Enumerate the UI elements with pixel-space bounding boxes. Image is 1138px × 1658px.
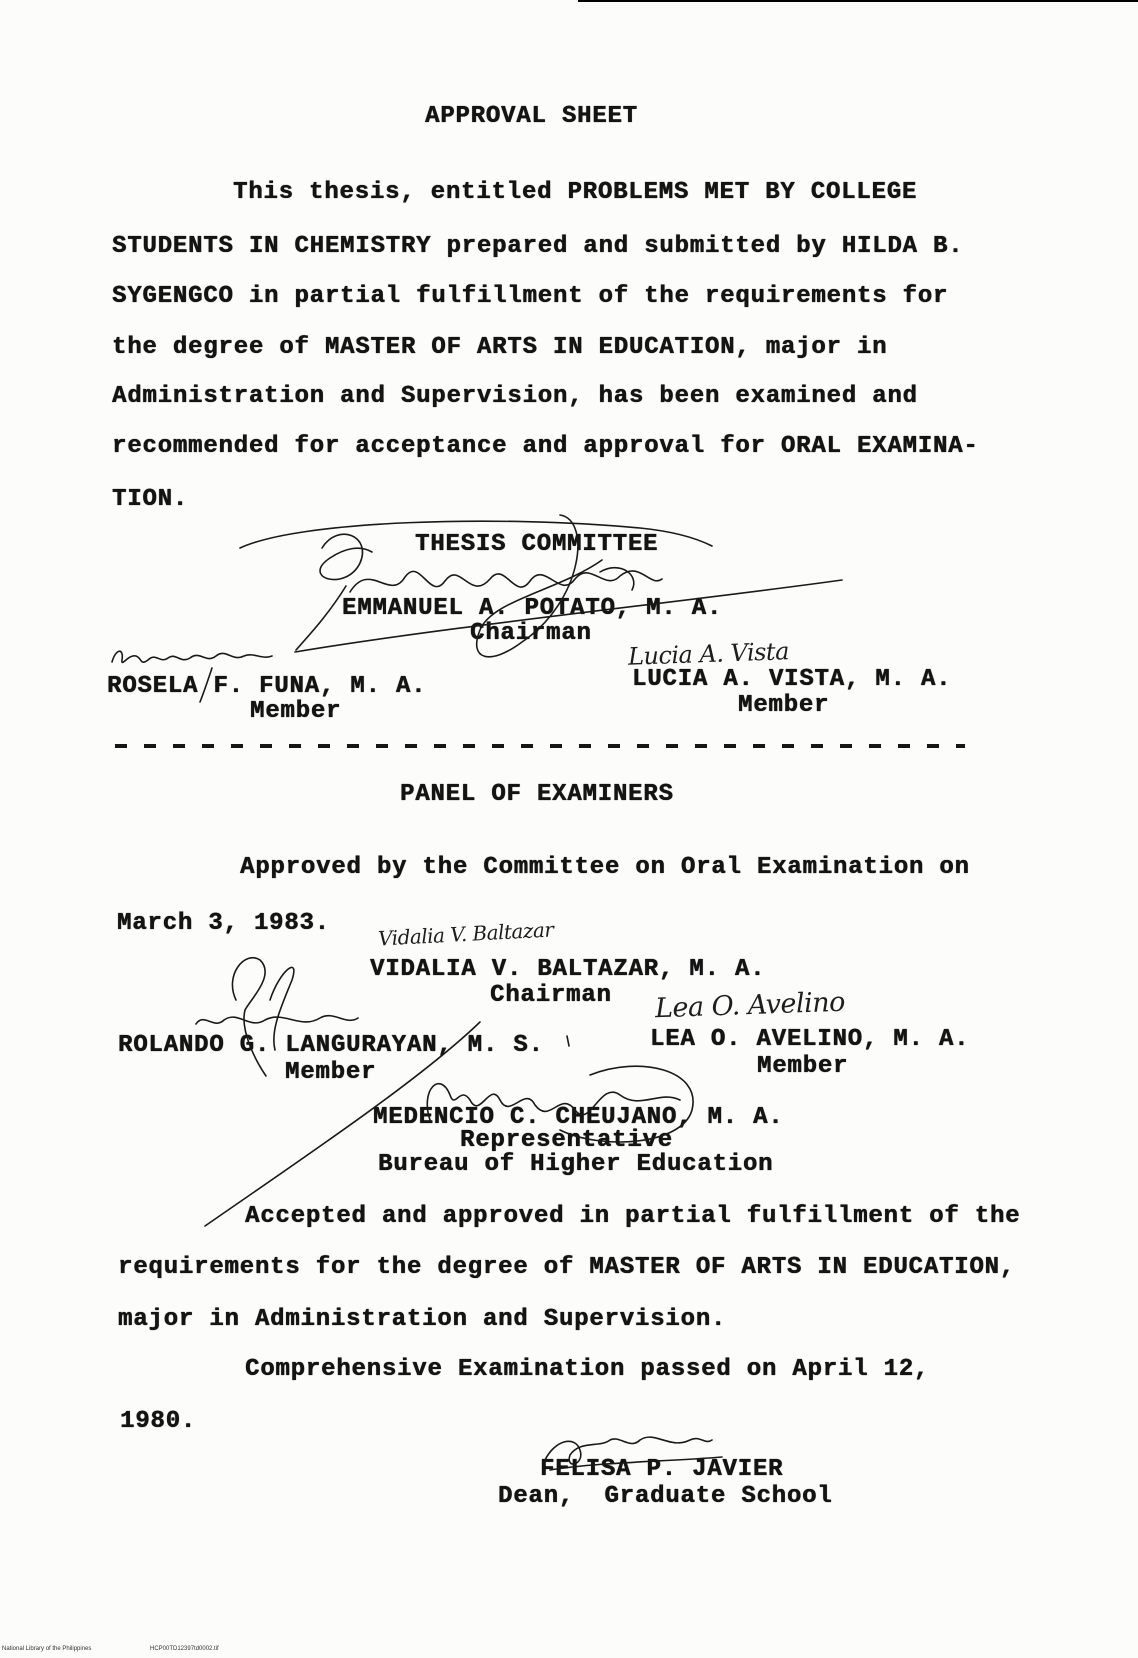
panel-chairman-role: Chairman	[490, 982, 612, 1009]
signature-stroke	[350, 571, 662, 592]
signature-lea-avelino: Lea O. Avelino	[654, 986, 846, 1025]
approval-paragraph-line: TION.	[112, 486, 189, 513]
panel-approval-text: Approved by the Committee on Oral Examination on	[240, 854, 970, 881]
panel-of-examiners-heading: PANEL OF EXAMINERS	[400, 781, 674, 808]
signature-stroke	[600, 568, 634, 590]
document-title: APPROVAL SHEET	[425, 103, 638, 130]
representative-name: MEDENCIO C. CHEUJANO, M. A.	[373, 1104, 784, 1131]
committee-member-role: Member	[250, 698, 342, 725]
dashed-divider	[115, 744, 965, 748]
representative-office: Bureau of Higher Education	[378, 1151, 774, 1178]
approval-paragraph-line: SYGENGCO in partial fulfillment of the requirements for	[112, 283, 949, 310]
committee-member-name: ROSELA F. FUNA, M. A.	[107, 673, 427, 700]
signature-vidalia-baltazar: Vidalia V. Baltazar	[377, 917, 554, 951]
committee-member-name: LUCIA A. VISTA, M. A.	[632, 666, 952, 693]
panel-member-name: ROLANDO G. LANGURAYAN, M. S.	[118, 1032, 544, 1059]
signature-stroke	[112, 651, 272, 662]
panel-chairman-name: VIDALIA V. BALTAZAR, M. A.	[370, 956, 766, 983]
signature-stroke	[196, 1016, 358, 1024]
acceptance-line: Accepted and approved in partial fulfillment of the	[245, 1203, 1021, 1230]
scan-edge-line	[578, 0, 1138, 2]
comprehensive-exam-year: 1980.	[120, 1408, 197, 1435]
acceptance-line: requirements for the degree of MASTER OF ARTS IN EDUCATION,	[118, 1254, 1015, 1281]
panel-member-name: LEA O. AVELINO, M. A.	[650, 1026, 970, 1053]
panel-member-role: Member	[757, 1053, 849, 1080]
signature-stroke	[567, 1036, 569, 1046]
footer-library: National Library of the Philippines	[2, 1646, 92, 1652]
approval-paragraph-line: Administration and Supervision, has been examined and	[112, 383, 918, 410]
panel-approval-date: March 3, 1983.	[117, 910, 330, 937]
committee-chairman-role: Chairman	[470, 620, 592, 647]
signature-stroke	[296, 586, 346, 650]
panel-member-role: Member	[285, 1059, 377, 1086]
approval-paragraph-line: This thesis, entitled PROBLEMS MET BY COLLEGE	[233, 179, 918, 206]
approval-paragraph-line: STUDENTS IN CHEMISTRY prepared and submitted by HILDA B.	[112, 233, 964, 260]
representative-role: Representative	[460, 1127, 673, 1154]
comprehensive-exam-line: Comprehensive Examination passed on April 12,	[245, 1356, 930, 1383]
signature-lucia-vista: Lucia A. Vista	[627, 637, 790, 671]
signature-stroke	[320, 534, 372, 579]
thesis-committee-heading: THESIS COMMITTEE	[415, 531, 659, 558]
committee-member-role: Member	[738, 692, 830, 719]
dean-title: Dean, Graduate School	[498, 1483, 833, 1510]
approval-paragraph-line: the degree of MASTER OF ARTS IN EDUCATION, major in	[112, 334, 888, 361]
dean-name: FELISA P. JAVIER	[540, 1456, 784, 1483]
approval-paragraph-line: recommended for acceptance and approval for ORAL EXAMINA-	[112, 433, 979, 460]
committee-chairman-name: EMMANUEL A. POTATO, M. A.	[342, 595, 723, 622]
footer-file: HCP00TD12397td0002.tif	[150, 1646, 219, 1652]
acceptance-line: major in Administration and Supervision.	[118, 1306, 727, 1333]
